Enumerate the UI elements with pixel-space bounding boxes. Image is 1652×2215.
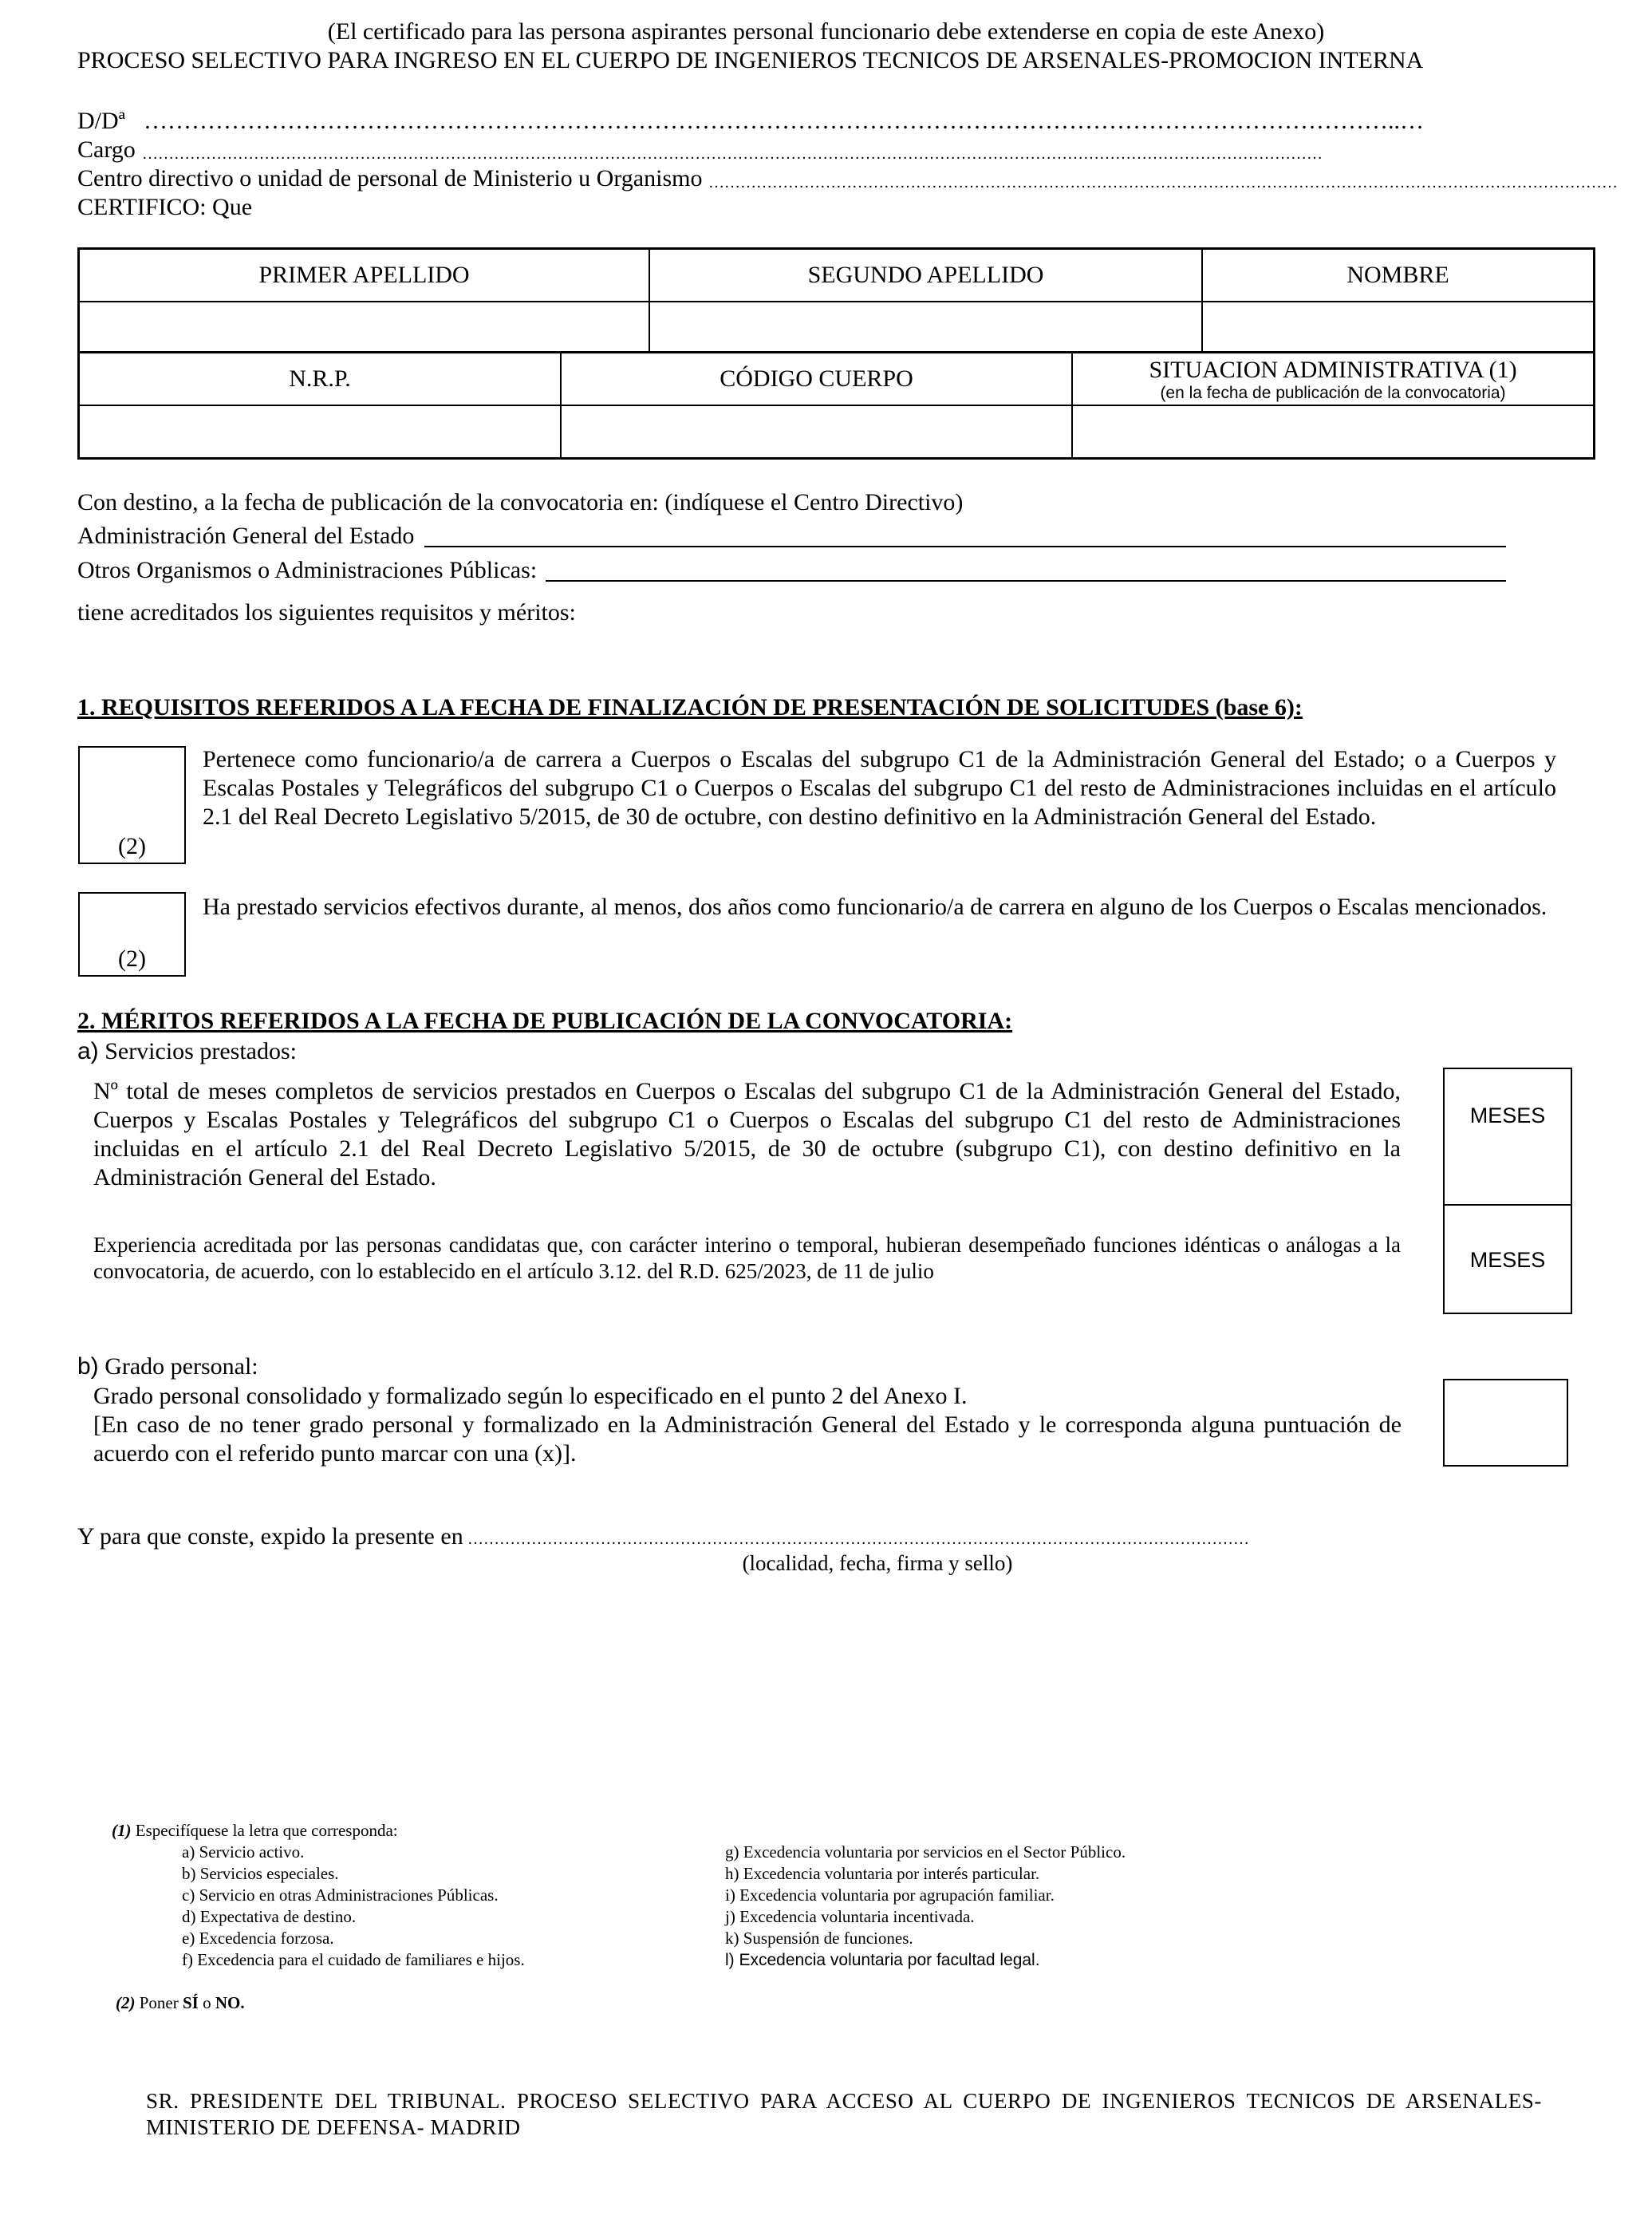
footnote1-title: Especifíquese la letra que corresponda: — [135, 1821, 398, 1840]
situacion-label: SITUACION ADMINISTRATIVA (1) — [1149, 357, 1517, 383]
footnote1-left-list — [182, 1842, 525, 1971]
footnote2 — [116, 1992, 245, 2014]
situacion-option-k: k) Suspensión de funciones. — [725, 1929, 913, 1948]
input-nrp[interactable] — [79, 405, 562, 458]
grado-personal-title — [77, 1352, 258, 1381]
dd-dotted-line[interactable]: …………………………………………………………………………………………………………………………………………..… — [144, 108, 1424, 134]
header-nombre: NOMBRE — [1202, 249, 1595, 302]
cargo-dotted-line[interactable]: …………………………………………………………………………………………………………………………………………………………………………………………………… — [142, 145, 1323, 163]
closing-text: Y para que conste, expido la presente en — [77, 1523, 463, 1550]
situacion-option-d: d) Expectativa de destino. — [182, 1907, 357, 1926]
input-nombre[interactable] — [1202, 302, 1595, 353]
footnote2-si: SÍ — [183, 1993, 199, 2012]
addressee: SR. PRESIDENTE DEL TRIBUNAL. PROCESO SELECTIVO PARA ACCESO AL CUERPO DE INGENIEROS TECNICOS DE ARSENALES- MINISTERIO DE DEFENSA- MADRID — [146, 2089, 1542, 2139]
situacion-option-l: l) Excedencia voluntaria por facultad legal. — [725, 1951, 1040, 1969]
meses-experiencia-cell[interactable]: MESES — [1469, 1248, 1546, 1272]
header-nrp: N.R.P. — [79, 353, 562, 405]
servicios-prestados-title — [77, 1037, 297, 1066]
requisito2-text: Ha prestado servicios efectivos durante, al menos, dos años como funcionario/a de carrera en alguno de los Cuerpos o Escalas mencionados. — [203, 894, 1548, 920]
situacion-option-j: j) Excedencia voluntaria incentivada. — [725, 1907, 975, 1926]
experiencia-text: Experiencia acreditada por las personas candidatas que, con carácter interino o temporal, hubieran desempeñado funciones idénticas o análogas a la convocatoria, de acuerdo, con lo establecido en el artículo 3.12. del R.D. 625/2023, de 11 de julio — [93, 1233, 1401, 1283]
section2-heading: 2. MÉRITOS REFERIDOS A LA FECHA DE PUBLICACIÓN DE LA CONVOCATORIA: — [77, 1008, 1013, 1034]
header-codigo-cuerpo: CÓDIGO CUERPO — [561, 353, 1072, 405]
centro-label: Centro directivo o unidad de personal de Ministerio u Organismo — [77, 165, 703, 191]
cargo-label: Cargo — [77, 136, 136, 163]
section1-heading: 1. REQUISITOS REFERIDOS A LA FECHA DE FINALIZACIÓN DE PRESENTACIÓN DE SOLICITUDES (base 6): — [77, 694, 1303, 721]
requisito1-checkbox[interactable] — [78, 746, 186, 864]
footnote1-mark: (1) — [112, 1821, 132, 1840]
meses-box — [1443, 1068, 1572, 1314]
certificate-subtitle: (El certificado para las persona aspirantes personal funcionario debe extenderse en copia de este Anexo) — [327, 18, 1325, 45]
requisito2-checkbox[interactable] — [78, 892, 186, 977]
acreditados-text: tiene acreditados los siguientes requisitos y méritos: — [77, 599, 576, 626]
input-segundo-apellido[interactable] — [649, 302, 1202, 353]
footnote1-heading — [112, 1820, 398, 1842]
closing-caption: (localidad, fecha, firma y sello) — [742, 1551, 1013, 1575]
requisito1-text: Pertenece como funcionario/a de carrera a Cuerpos o Escalas del subgrupo C1 de la Administración General del Estado; o a Cuerpos y Escalas Postales y Telegráficos del subgrupo C1 o Cuerpos o Escalas del subgrupo C1 del resto de Administraciones incluidas en el artículo 2.1 del Real Decreto Legislativo 5/2015, de 30 de octubre, con destino definitivo en la Administración General del Estado. — [203, 746, 1556, 830]
situacion-option-a: a) Servicio activo. — [182, 1842, 305, 1862]
grado-line2: [En caso de no tener grado personal y formalizado en la Administración General del Estado y le corresponda alguna puntuación de acuerdo con el referido punto marcar con una (x)]. — [93, 1412, 1402, 1467]
situacion-option-b: b) Servicios especiales. — [182, 1864, 339, 1883]
situacion-sublabel: (en la fecha de publicación de la convocatoria) — [1160, 384, 1506, 402]
certifico-label: CERTIFICO: Que — [77, 194, 253, 220]
servicios-text: Nº total de meses completos de servicios prestados en Cuerpos o Escalas del subgrupo C1 de la Administración General del Estado, Cuerpos y Escalas Postales y Telegráficos del subgrupo C1 o Cuerpos o Escalas del subgrupo C1 del resto de Administraciones incluidas en el artículo 2.1 del Real Decreto Legislativo 5/2015, de 30 de octubre (subgrupo C1), con destino definitivo en la Administración General del Estado. — [93, 1078, 1401, 1190]
requisito2-mark: (2) — [118, 946, 146, 972]
footnote2-pre: Poner — [139, 1993, 179, 2012]
identification-table-top — [77, 247, 1595, 353]
meses-servicios-cell[interactable]: MESES — [1469, 1104, 1546, 1127]
header-segundo-apellido: SEGUNDO APELLIDO — [649, 249, 1202, 302]
age-line[interactable] — [424, 546, 1506, 547]
grado-checkbox[interactable] — [1443, 1379, 1568, 1467]
situacion-option-h: h) Excedencia voluntaria por interés particular. — [725, 1864, 1040, 1883]
footnote2-mark: (2) — [116, 1993, 136, 2012]
item-a-letter: a) — [77, 1038, 99, 1064]
grado-line1: Grado personal consolidado y formalizado según lo especificado en el punto 2 del Anexo I. — [93, 1383, 968, 1409]
footnote1-right-list — [725, 1842, 1126, 1971]
situacion-option-i: i) Excedencia voluntaria por agrupación familiar. — [725, 1885, 1055, 1905]
header-situacion-administrativa — [1072, 353, 1595, 405]
footnote2-no: NO. — [215, 1993, 245, 2012]
closing-dotted-line[interactable]: ………………………………………………………………………………………………………………………………… — [467, 1530, 1249, 1548]
process-title: PROCESO SELECTIVO PARA INGRESO EN EL CUERPO DE INGENIEROS TECNICOS DE ARSENALES-PROMOCION INTERNA — [77, 47, 1424, 73]
situacion-option-c: c) Servicio en otras Administraciones Públicas. — [182, 1885, 499, 1905]
situacion-option-e: e) Excedencia forzosa. — [182, 1929, 334, 1948]
header-primer-apellido: PRIMER APELLIDO — [79, 249, 650, 302]
situacion-option-g: g) Excedencia voluntaria por servicios en el Sector Público. — [725, 1842, 1126, 1862]
otros-organismos-label: Otros Organismos o Administraciones Públicas: — [77, 557, 538, 583]
age-label: Administración General del Estado — [77, 523, 415, 549]
item-a-title: Servicios prestados: — [104, 1038, 297, 1064]
input-situacion-administrativa[interactable] — [1072, 405, 1595, 458]
destino-intro: Con destino, a la fecha de publicación de la convocatoria en: (indíquese el Centro Directivo) — [77, 489, 964, 515]
centro-dotted-line[interactable]: ……………………………………………………………………………………………………………………………………………………… — [708, 174, 1618, 191]
item-b-letter: b) — [77, 1353, 99, 1380]
item-b-title: Grado personal: — [104, 1353, 258, 1380]
situacion-option-f: f) Excedencia para el cuidado de familiares e hijos. — [182, 1950, 525, 1969]
otros-organismos-line[interactable] — [546, 580, 1506, 582]
footnote2-mid: o — [203, 1993, 211, 2012]
requisito1-mark: (2) — [118, 833, 146, 859]
input-codigo-cuerpo[interactable] — [561, 405, 1072, 458]
identification-table-bottom — [77, 352, 1595, 460]
input-primer-apellido[interactable] — [79, 302, 650, 353]
dd-label: D/Dª — [77, 108, 125, 134]
